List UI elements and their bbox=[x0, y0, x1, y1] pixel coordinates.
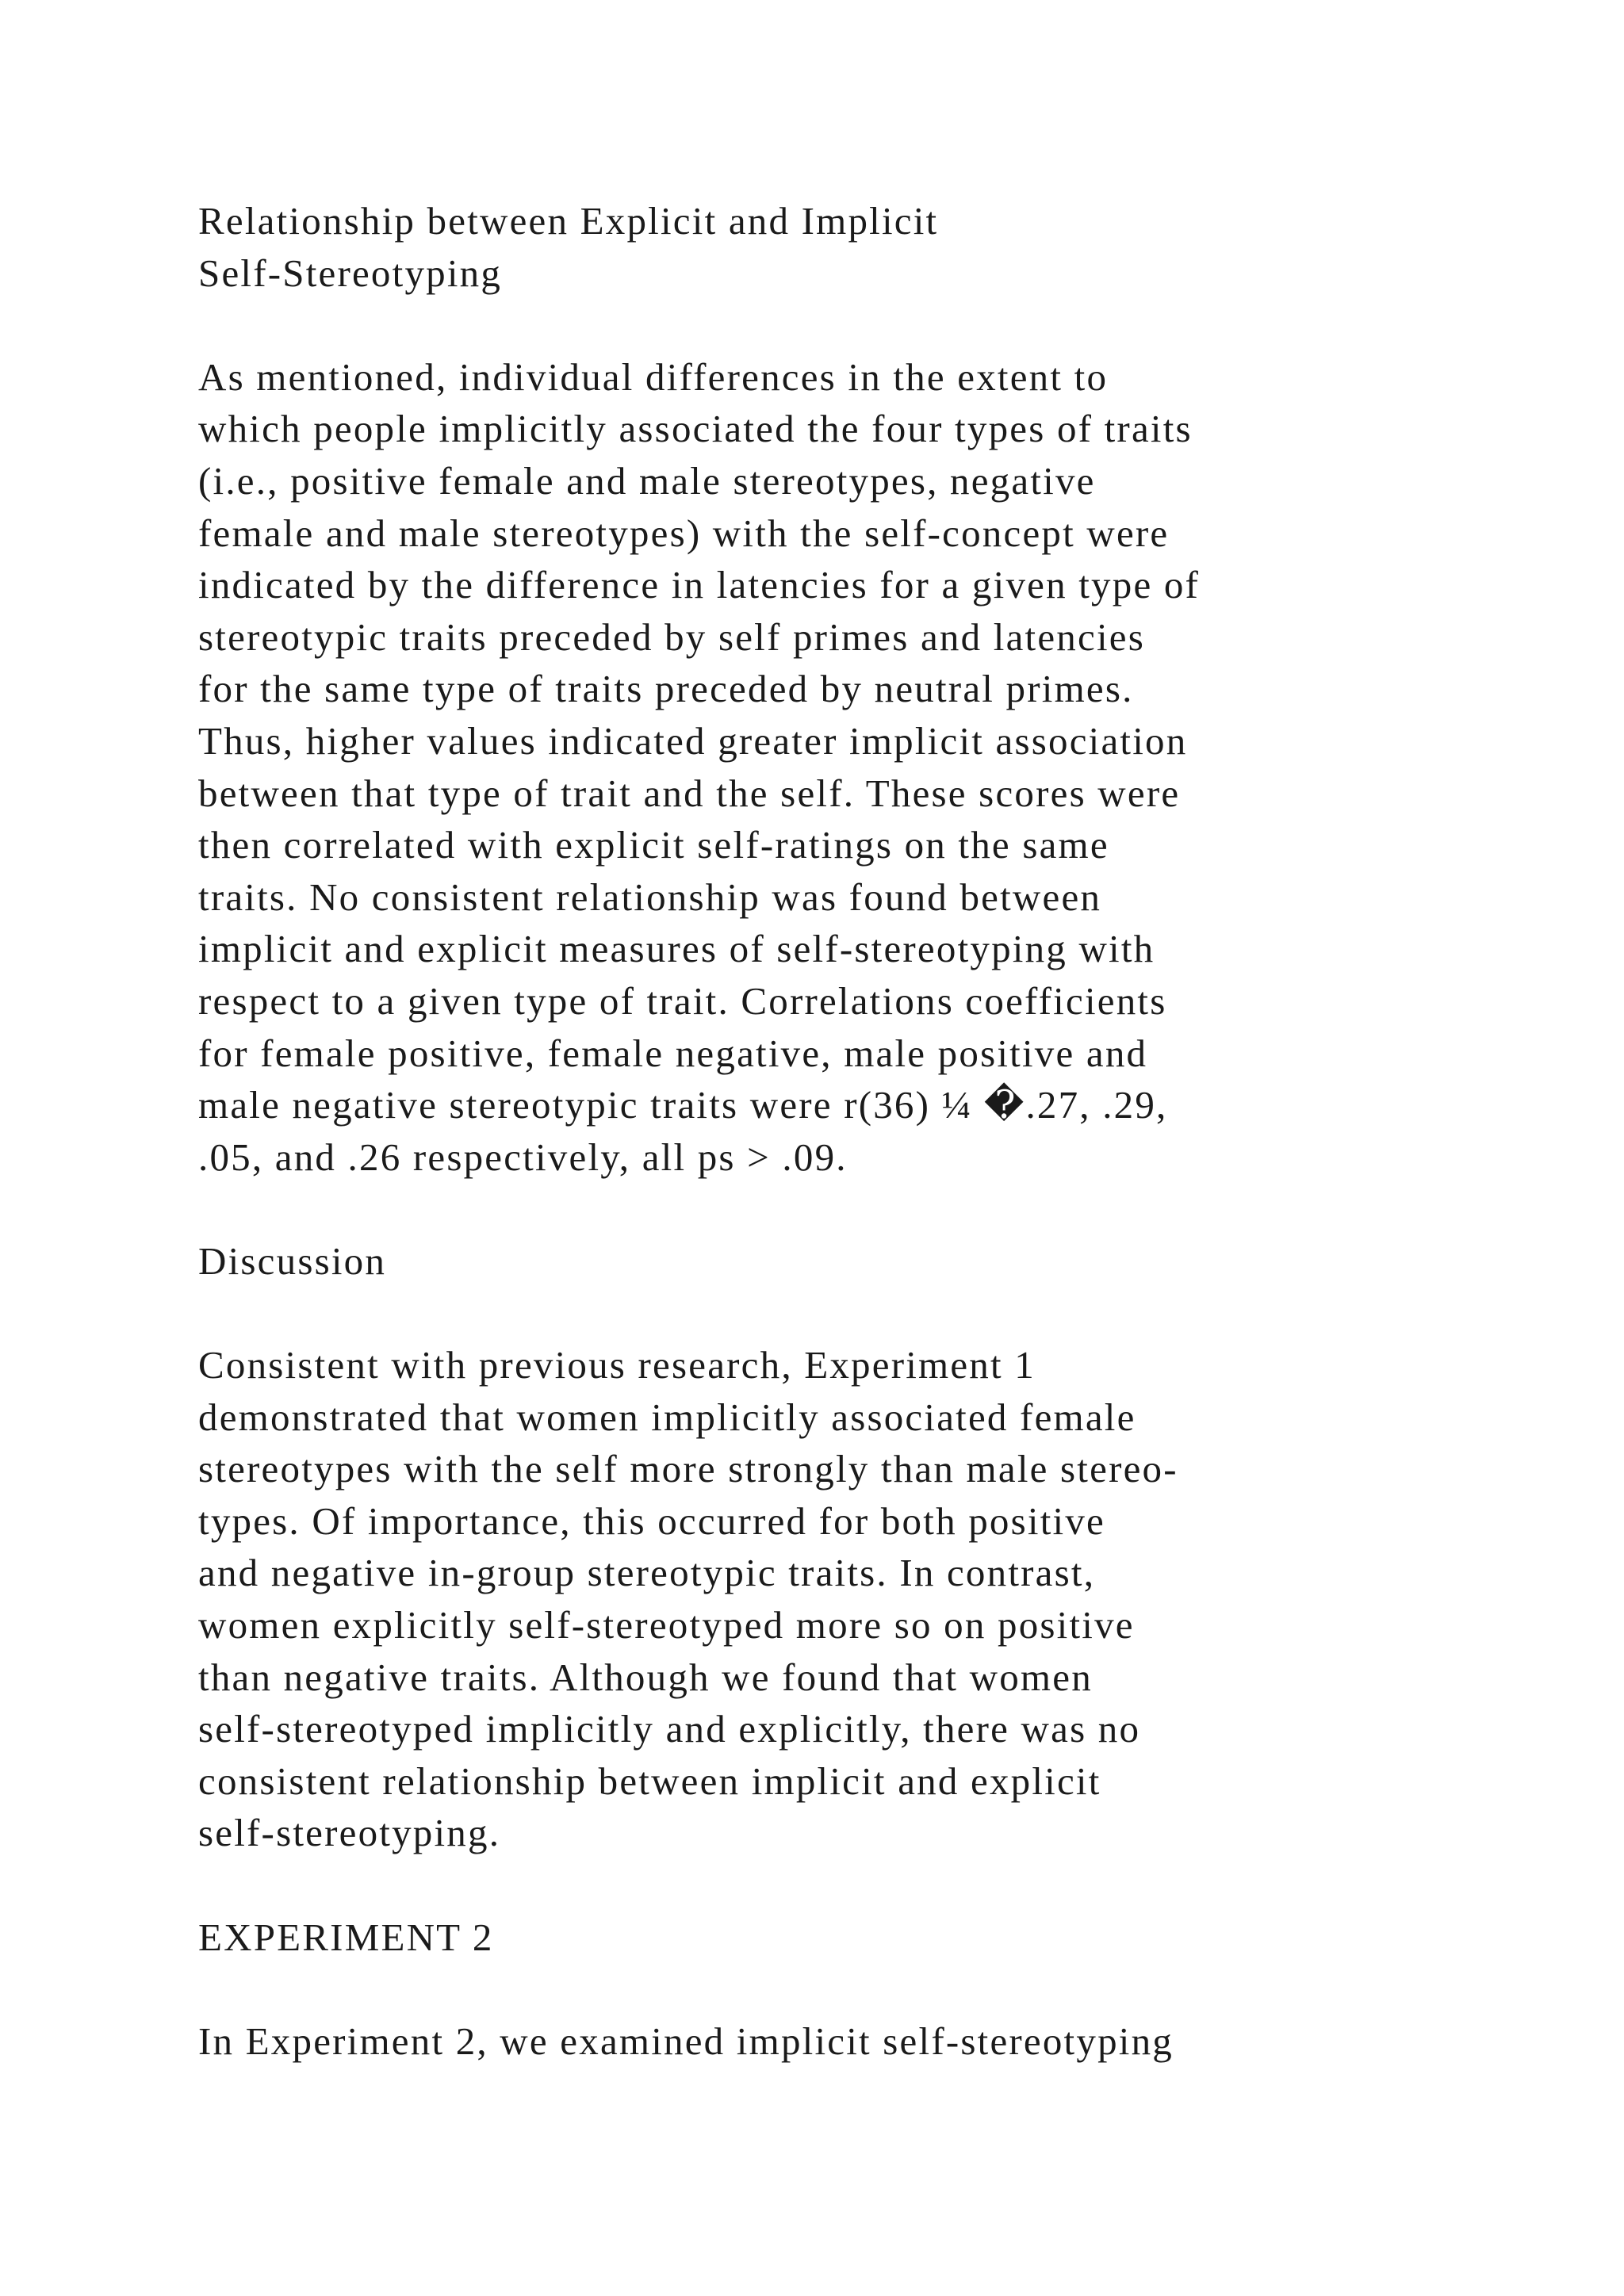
paragraph-line: consistent relationship between implicit and explicit bbox=[198, 1758, 1101, 1803]
paragraph-spacer bbox=[198, 1859, 1562, 1911]
paragraph-line: than negative traits. Although we found that women bbox=[198, 1655, 1093, 1699]
paragraph-line: self-stereotyping. bbox=[198, 1811, 501, 1855]
paragraph-line: respect to a given type of trait. Correlations coefficients bbox=[198, 978, 1167, 1023]
paragraph-line: women explicitly self-stereotyped more so on positive bbox=[198, 1603, 1135, 1647]
discussion-heading: Discussion bbox=[198, 1238, 387, 1283]
paragraph-line: types. Of importance, this occurred for both positive bbox=[198, 1498, 1105, 1543]
paragraph-line: As mentioned, individual differences in the extent to bbox=[198, 354, 1109, 399]
section-heading-line-1: Relationship between Explicit and Implicit bbox=[198, 199, 939, 243]
paragraph-line: between that type of trait and the self. These scores were bbox=[198, 771, 1181, 815]
paragraph-line: and negative in-group stereotypic traits. In contrast, bbox=[198, 1551, 1096, 1595]
section-heading-line-2: Self-Stereotyping bbox=[198, 251, 503, 295]
paragraph-line: female and male stereotypes) with the self-concept were bbox=[198, 511, 1170, 555]
paragraph-line: Consistent with previous research, Experiment 1 bbox=[198, 1343, 1036, 1387]
paragraph-spacer bbox=[198, 1183, 1562, 1235]
paragraph-line: stereotypes with the self more strongly than male stereo- bbox=[198, 1447, 1178, 1491]
paragraph-line: then correlated with explicit self-ratings on the same bbox=[198, 823, 1109, 867]
document-text bbox=[198, 195, 1562, 2067]
paragraph-spacer bbox=[198, 1963, 1562, 2015]
paragraph-line: .05, and .26 respectively, all ps > .09. bbox=[198, 1135, 848, 1179]
paragraph-line: for the same type of traits preceded by neutral primes. bbox=[198, 667, 1134, 711]
paragraph-spacer bbox=[198, 1287, 1562, 1339]
paragraph-line: indicated by the difference in latencies for a given type of bbox=[198, 563, 1201, 607]
paragraph-line: demonstrated that women implicitly associated female bbox=[198, 1395, 1136, 1439]
paragraph-line: Thus, higher values indicated greater implicit association bbox=[198, 718, 1188, 763]
paragraph-line: traits. No consistent relationship was found between bbox=[198, 874, 1102, 919]
paragraph-line: male negative stereotypic traits were r(36) ¼ �.27, .29, bbox=[198, 1083, 1168, 1127]
paragraph-line: which people implicitly associated the four types of traits bbox=[198, 407, 1193, 451]
paragraph-line: implicit and explicit measures of self-stereotyping with bbox=[198, 927, 1155, 971]
paragraph-spacer bbox=[198, 299, 1562, 351]
paragraph-line: self-stereotyped implicitly and explicitly, there was no bbox=[198, 1707, 1141, 1751]
paragraph-line: In Experiment 2, we examined implicit self-stereotyping bbox=[198, 2019, 1174, 2063]
experiment-heading: EXPERIMENT 2 bbox=[198, 1915, 494, 1959]
paragraph-line: for female positive, female negative, male positive and bbox=[198, 1031, 1148, 1075]
paragraph-line: (i.e., positive female and male stereotypes, negative bbox=[198, 458, 1096, 503]
paragraph-line: stereotypic traits preceded by self primes and latencies bbox=[198, 614, 1145, 659]
